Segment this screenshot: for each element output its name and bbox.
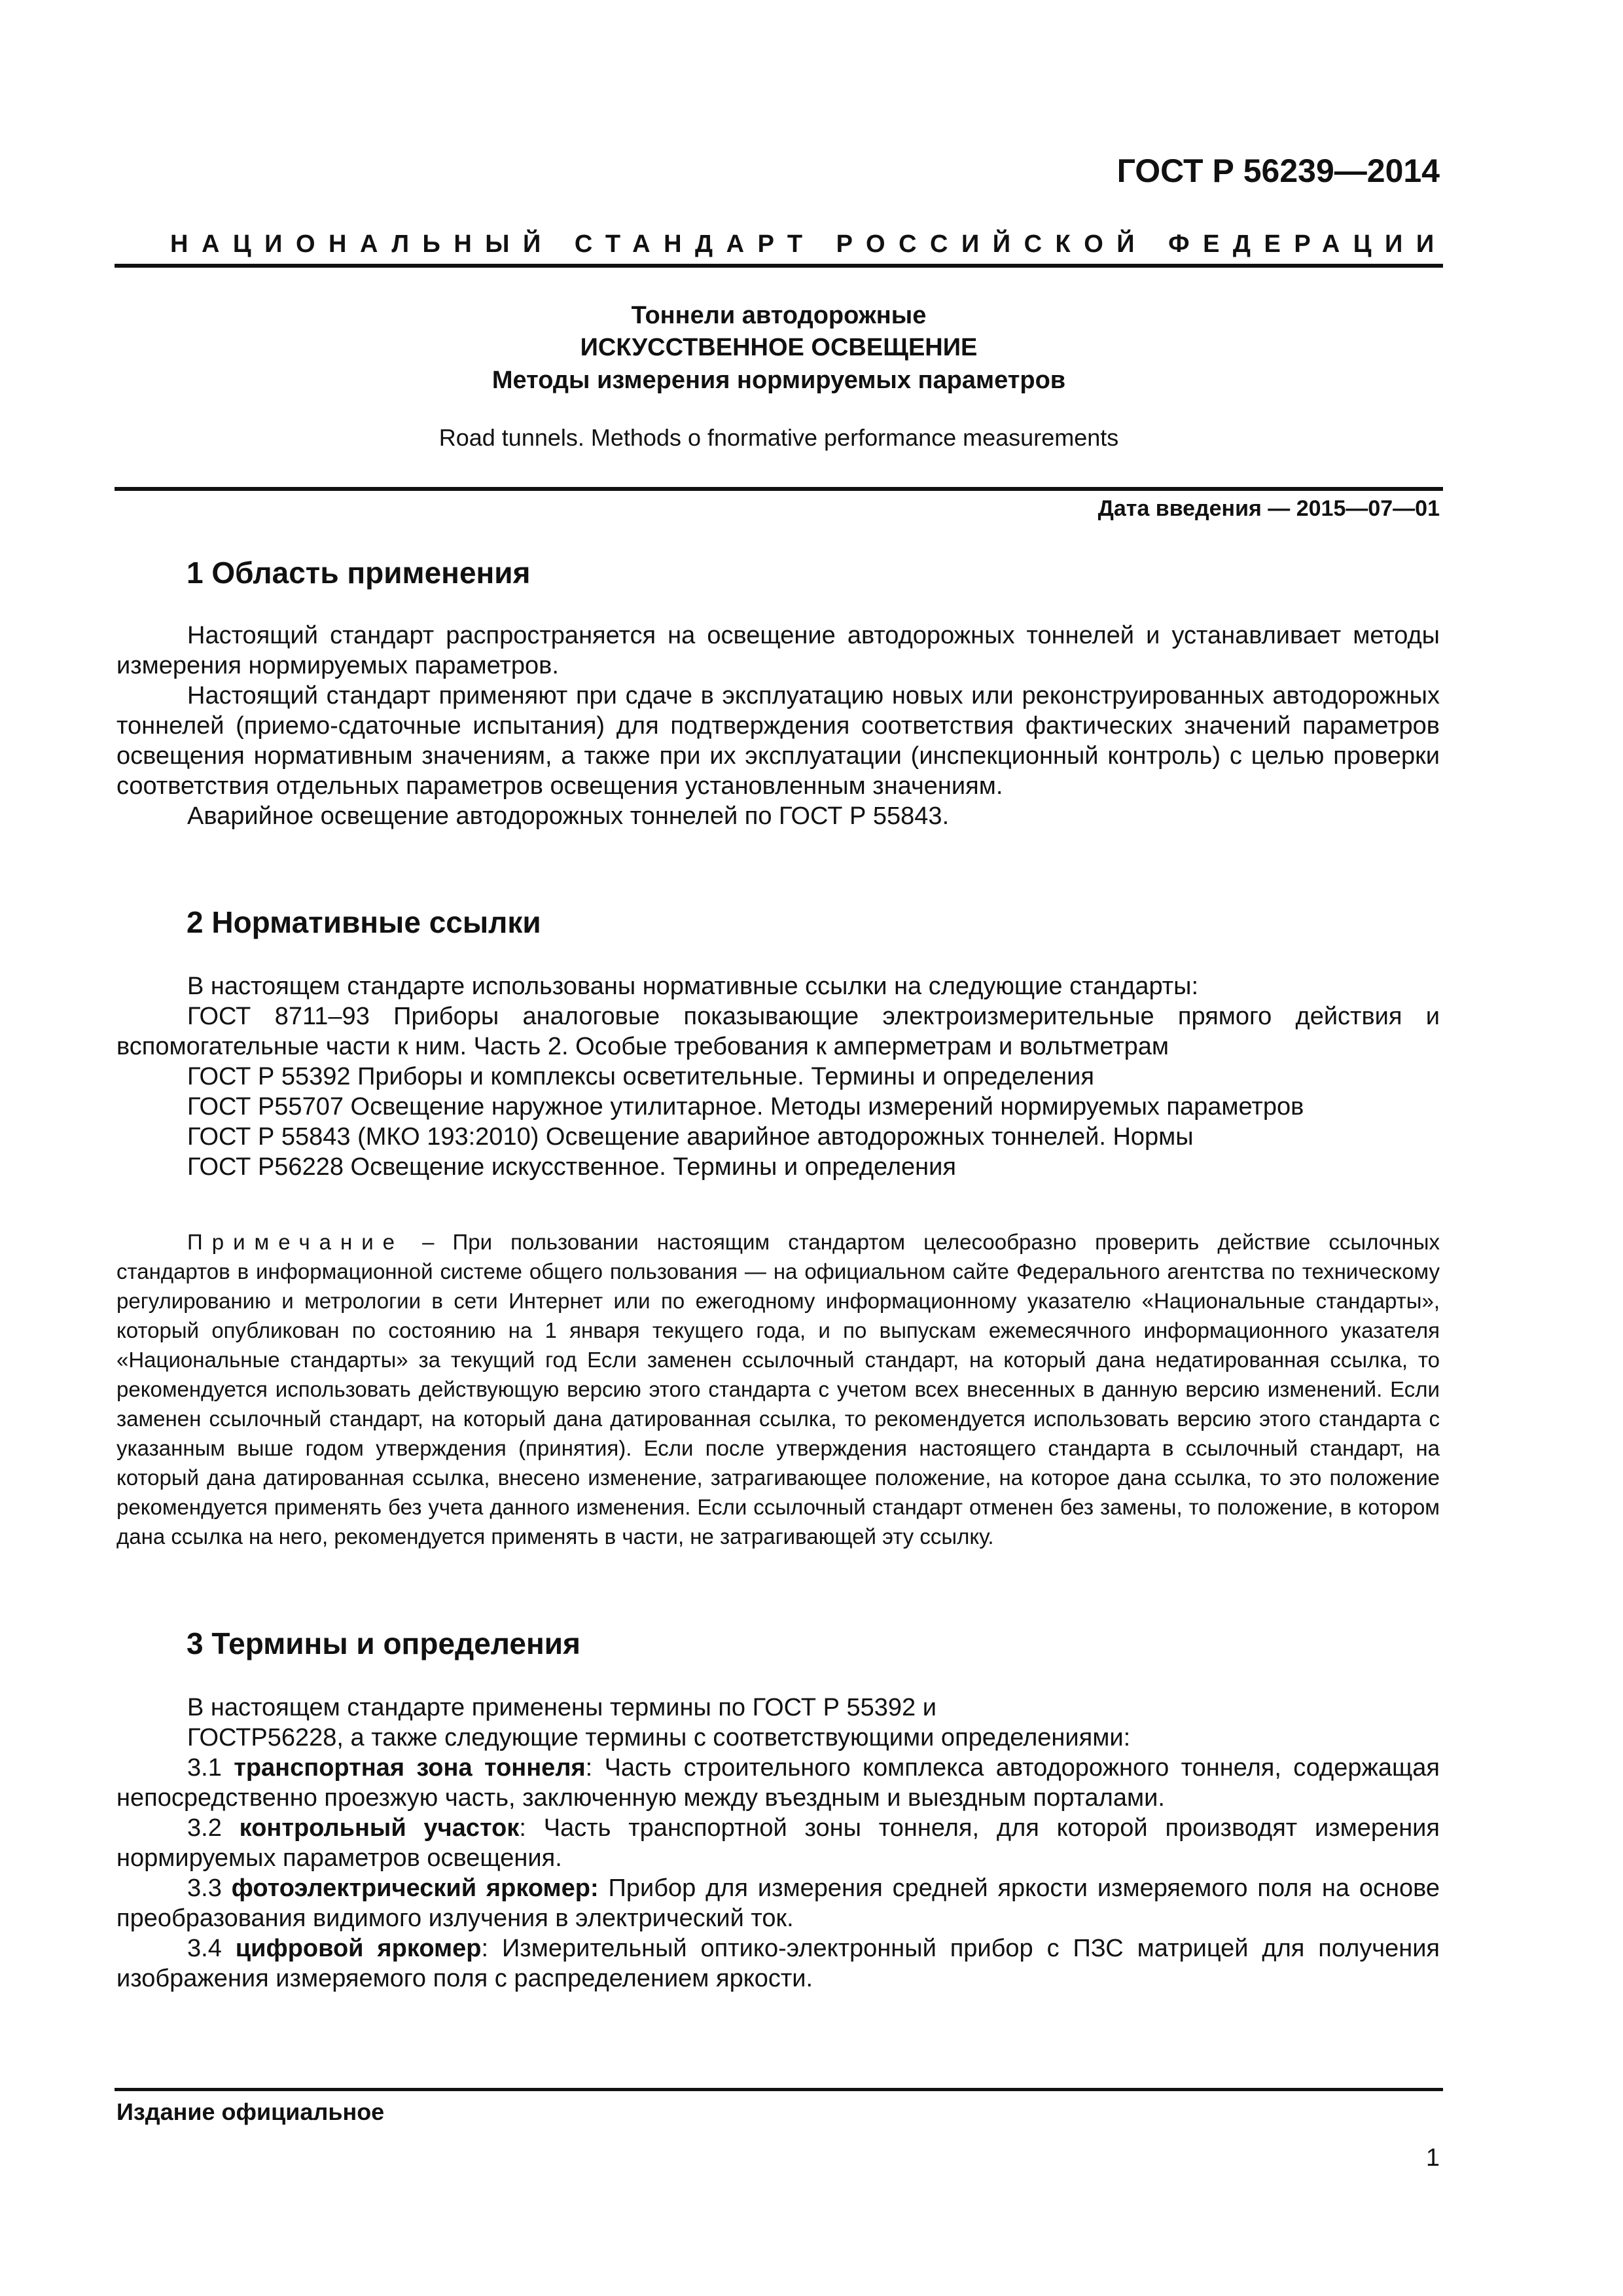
section-heading-terms: 3 Термины и определения (187, 1626, 580, 1660)
terms-intro-line: ГОСТР56228, а также следующие термины с соответствующими определениями: (187, 1724, 1131, 1751)
footer-rule (115, 2088, 1443, 2091)
reference-item: ГОСТ Р 55843 (МКО 193:2010) Освещение аварийное автодорожных тоннелей. Нормы (187, 1123, 1194, 1151)
scope-paragraph: Настоящий стандарт применяют при сдаче в эксплуатацию новых или реконструированных автодорожных тоннелей (приемо-сдаточные испытания) для подтверждения соответствия фактических значений параметров освещения нормативным значениям, а также при их эксплуатации (инспекционный контроль) с целью проверки соответствия отдельных параметров освещения установленным значениям. (116, 682, 1440, 800)
term-name: контрольный участок (239, 1814, 520, 1842)
english-title: Road tunnels. Methods o fnormative performance measurements (438, 424, 1119, 451)
term-definition: : Измерительный оптико-электронный прибор с ПЗС матрицей для получения изображения измеряемого поля с распределением яркости. (116, 1935, 1440, 1992)
page-number: 1 (1425, 2144, 1440, 2172)
term-entry (116, 1933, 1440, 1994)
term-number: 3.2 (187, 1814, 240, 1842)
term-number: 3.4 (187, 1935, 236, 1962)
title-line-3: Методы измерения нормируемых параметров (491, 367, 1066, 394)
term-definition: : Часть транспортной зоны тоннеля, для которой производят измерения нормируемых параметров освещения. (116, 1814, 1440, 1872)
reference-item: ГОСТ Р 55392 Приборы и комплексы осветительные. Термины и определения (187, 1063, 1094, 1090)
scope-paragraph: Аварийное освещение автодорожных тоннелей по ГОСТ Р 55843. (187, 802, 950, 830)
term-number: 3.1 (187, 1754, 234, 1782)
section-scope-body (116, 620, 1440, 831)
term-number: 3.3 (187, 1874, 232, 1902)
title-rule (115, 487, 1443, 491)
reference-item: ГОСТ Р55707 Освещение наружное утилитарное. Методы измерений нормируемых параметров (187, 1093, 1304, 1121)
term-entry (116, 1753, 1440, 1813)
term-name: фотоэлектрический яркомер: (231, 1874, 599, 1902)
title-line-2: ИСКУССТВЕННОЕ ОСВЕЩЕНИЕ (580, 334, 978, 361)
national-standard-banner: НАЦИОНАЛЬНЫЙ СТАНДАРТ РОССИЙСКОЙ ФЕДЕРАЦИИ (170, 230, 1448, 258)
edition-label: Издание официальное (116, 2098, 385, 2125)
term-entry (116, 1873, 1440, 1933)
section-heading-references: 2 Нормативные ссылки (187, 905, 541, 939)
standard-number: ГОСТ Р 56239—2014 (1116, 152, 1440, 189)
references-note (116, 1227, 1440, 1551)
scope-paragraph: Настоящий стандарт распространяется на освещение автодорожных тоннелей и устанавливает методы измерения нормируемых параметров. (116, 622, 1440, 679)
section-terms-body (116, 1693, 1440, 1994)
section-references-body (116, 971, 1440, 1182)
top-rule (115, 264, 1443, 268)
term-entry (116, 1813, 1440, 1873)
term-definition: : Часть строительного комплекса автодорожного тоннеля, содержащая непосредственно проезжую часть, заключенную между въездным и выездным порталами. (116, 1754, 1440, 1812)
note-label: Примечание (187, 1230, 404, 1254)
term-name: цифровой яркомер (235, 1935, 482, 1962)
term-name: транспортная зона тоннеля (234, 1754, 586, 1782)
section-heading-scope: 1 Область применения (187, 556, 531, 590)
title-line-1: Тоннели автодорожные (631, 302, 927, 329)
reference-item: ГОСТ Р56228 Освещение искусственное. Термины и определения (187, 1153, 956, 1181)
introduction-date: Дата введения — 2015—07—01 (1097, 496, 1440, 521)
references-intro: В настоящем стандарте использованы нормативные ссылки на следующие стандарты: (187, 973, 1199, 1000)
term-definition: Прибор для измерения средней яркости измеряемого поля на основе преобразования видимого излучения в электрический ток. (116, 1874, 1440, 1932)
reference-item: ГОСТ 8711–93 Приборы аналоговые показывающие электроизмерительные прямого действия и вспомогательные части к ним. Часть 2. Особые требования к амперметрам и вольтметрам (116, 1003, 1440, 1060)
terms-intro-line: В настоящем стандарте применены термины по ГОСТ Р 55392 и (187, 1694, 936, 1721)
note-text: – При пользовании настоящим стандартом целесообразно проверить действие ссылочных стандартов в информационной системе общего пользования — на официальном сайте Федерального агентства по техническому регулированию и метрологии в сети Интернет или по ежегодному информационному указателю «Национальные стандарты», который опубликован по состоянию на 1 января текущего года, и по выпускам ежемесячного информационного указателя «Национальные стандарты» за текущий год Если заменен ссылочный стандарт, на который дана недатированная ссылка, то рекомендуется использовать действующую версию этого стандарта с учетом всех внесенных в данную версию изменений. Если заменен ссылочный стандарт, на который дана датированная ссылка, то рекомендуется использовать версию этого стандарта с указанным выше годом утверждения (принятия). Если после утверждения настоящего стандарта в ссылочный стандарт, на который дана датированная ссылка, внесено изменение, затрагивающее положение, на которое дана ссылка, то это положение рекомендуется применять без учета данного изменения. Если ссылочный стандарт отменен без замены, то положение, в котором дана ссылка на него, рекомендуется применять в части, не затрагивающей эту ссылку. (116, 1230, 1440, 1549)
